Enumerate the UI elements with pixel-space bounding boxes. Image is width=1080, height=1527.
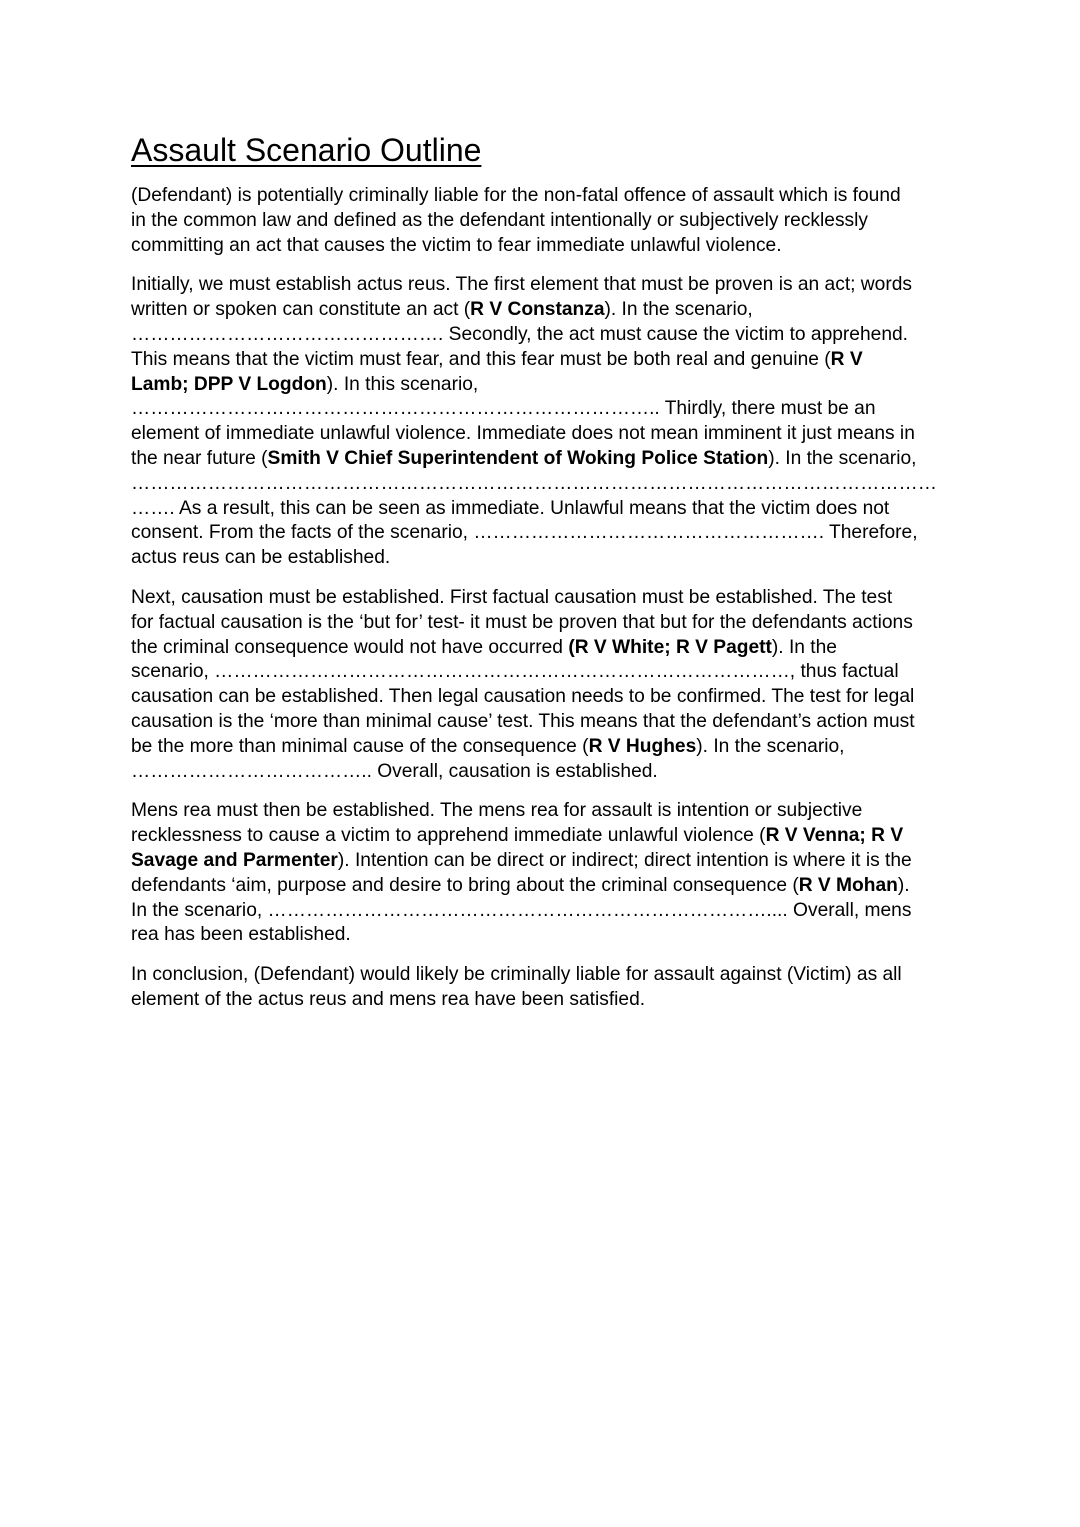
paragraph-intro — [131, 184, 961, 258]
text-line — [131, 298, 961, 323]
text-line — [131, 988, 961, 1013]
text-segment: This means that the victim must fear, and this fear must be both real and genuine ( — [131, 348, 831, 370]
case-citation: Savage and Parmenter — [131, 849, 338, 871]
text-line — [131, 397, 961, 422]
text-segment: recklessness to cause a victim to apprehend immediate unlawful violence ( — [131, 825, 766, 847]
case-citation: R V Constanza — [470, 299, 605, 321]
text-segment: Mens rea must then be established. The mens rea for assault is intention or subjective — [131, 800, 863, 822]
text-segment: ……………………………………………………………………………………………………………… — [131, 472, 937, 494]
text-segment: the criminal consequence would not have occurred — [131, 636, 569, 658]
case-citation: Lamb; DPP V Logdon — [131, 373, 327, 395]
text-segment: ). In the scenario, — [604, 299, 753, 321]
text-segment: scenario, ………………………………………………………………………………, thus factual — [131, 661, 899, 683]
text-line — [131, 660, 961, 685]
text-segment: for factual causation is the ‘but for’ test- it must be proven that but for the defendants actions — [131, 611, 913, 633]
text-segment: committing an act that causes the victim to fear immediate unlawful violence. — [131, 234, 782, 256]
text-line — [131, 849, 961, 874]
case-citation: R V Hughes — [588, 735, 697, 757]
text-line — [131, 685, 961, 710]
text-segment: written or spoken can constitute an act ( — [131, 299, 471, 321]
paragraph-conclusion — [131, 963, 961, 1013]
text-line — [131, 923, 961, 948]
text-line — [131, 373, 961, 398]
paragraph-actus-reus — [131, 273, 961, 571]
text-line — [131, 710, 961, 735]
text-segment: ……. As a result, this can be seen as immediate. Unlawful means that the victim does not — [131, 497, 890, 519]
text-segment: rea has been established. — [131, 924, 351, 946]
text-line — [131, 799, 961, 824]
text-segment: ). In the scenario, — [768, 447, 917, 469]
text-line — [131, 586, 961, 611]
text-segment: ). In the — [771, 636, 837, 658]
text-segment: Next, causation must be established. First factual causation must be established. The test — [131, 586, 893, 608]
document-title: Assault Scenario Outline — [131, 132, 482, 168]
text-line — [131, 874, 961, 899]
text-line — [131, 497, 961, 522]
text-segment: ). In the scenario, — [696, 735, 845, 757]
case-citation: R V — [830, 348, 863, 370]
paragraph-mens-rea — [131, 799, 961, 948]
text-segment: in the common law and defined as the defendant intentionally or subjectively recklessly — [131, 209, 869, 231]
text-line — [131, 899, 961, 924]
text-line — [131, 611, 961, 636]
text-line — [131, 735, 961, 760]
document-page — [131, 128, 961, 1028]
text-line — [131, 521, 961, 546]
text-segment: ). In this scenario, — [326, 373, 479, 395]
text-segment: actus reus can be established. — [131, 547, 391, 569]
text-line — [131, 323, 961, 348]
text-segment: In the scenario, …………………………………………………………………….... Overall, mens — [131, 899, 912, 921]
text-segment: ). — [897, 874, 910, 896]
text-segment: consent. From the facts of the scenario, ………………………………………………. Therefore, — [131, 522, 918, 544]
paragraph-causation — [131, 586, 961, 784]
case-citation: R V Venna; R V — [765, 825, 904, 847]
text-line — [131, 348, 961, 373]
text-line — [131, 824, 961, 849]
case-citation: (R V White; R V Pagett — [568, 636, 772, 658]
text-line — [131, 273, 961, 298]
text-line — [131, 636, 961, 661]
text-line — [131, 422, 961, 447]
text-segment: the near future ( — [131, 447, 268, 469]
text-segment: Initially, we must establish actus reus. The first element that must be proven is an act; words — [131, 274, 912, 296]
text-segment: In conclusion, (Defendant) would likely be criminally liable for assault against (Victim) as all — [131, 964, 902, 986]
case-citation: Smith V Chief Superintendent of Woking Police Station — [267, 447, 769, 469]
document-body — [131, 184, 961, 1013]
text-line — [131, 447, 961, 472]
text-line — [131, 184, 961, 209]
text-line — [131, 472, 961, 497]
text-line — [131, 546, 961, 571]
text-segment: causation is the ‘more than minimal cause’ test. This means that the defendant’s action must — [131, 710, 915, 732]
text-segment: ). Intention can be direct or indirect; direct intention is where it is the — [337, 849, 912, 871]
text-line — [131, 209, 961, 234]
text-segment: ……………………………………………………………………….. Thirdly, there must be an — [131, 398, 876, 420]
text-segment: be the more than minimal cause of the consequence ( — [131, 735, 589, 757]
text-segment: defendants ‘aim, purpose and desire to bring about the criminal consequence ( — [131, 874, 799, 896]
text-segment: causation can be established. Then legal causation needs to be confirmed. The test for legal — [131, 686, 915, 708]
text-line — [131, 760, 961, 785]
case-citation: R V Mohan — [798, 874, 898, 896]
text-line — [131, 234, 961, 259]
text-line — [131, 963, 961, 988]
text-segment: element of the actus reus and mens rea have been satisfied. — [131, 988, 646, 1010]
text-segment: …………………………………………. Secondly, the act must cause the victim to apprehend. — [131, 323, 908, 345]
text-segment: element of immediate unlawful violence. Immediate does not mean imminent it just means in — [131, 423, 915, 445]
text-segment: ……………………………….. Overall, causation is established. — [131, 760, 658, 782]
text-segment: (Defendant) is potentially criminally liable for the non-fatal offence of assault which is found — [131, 185, 901, 206]
